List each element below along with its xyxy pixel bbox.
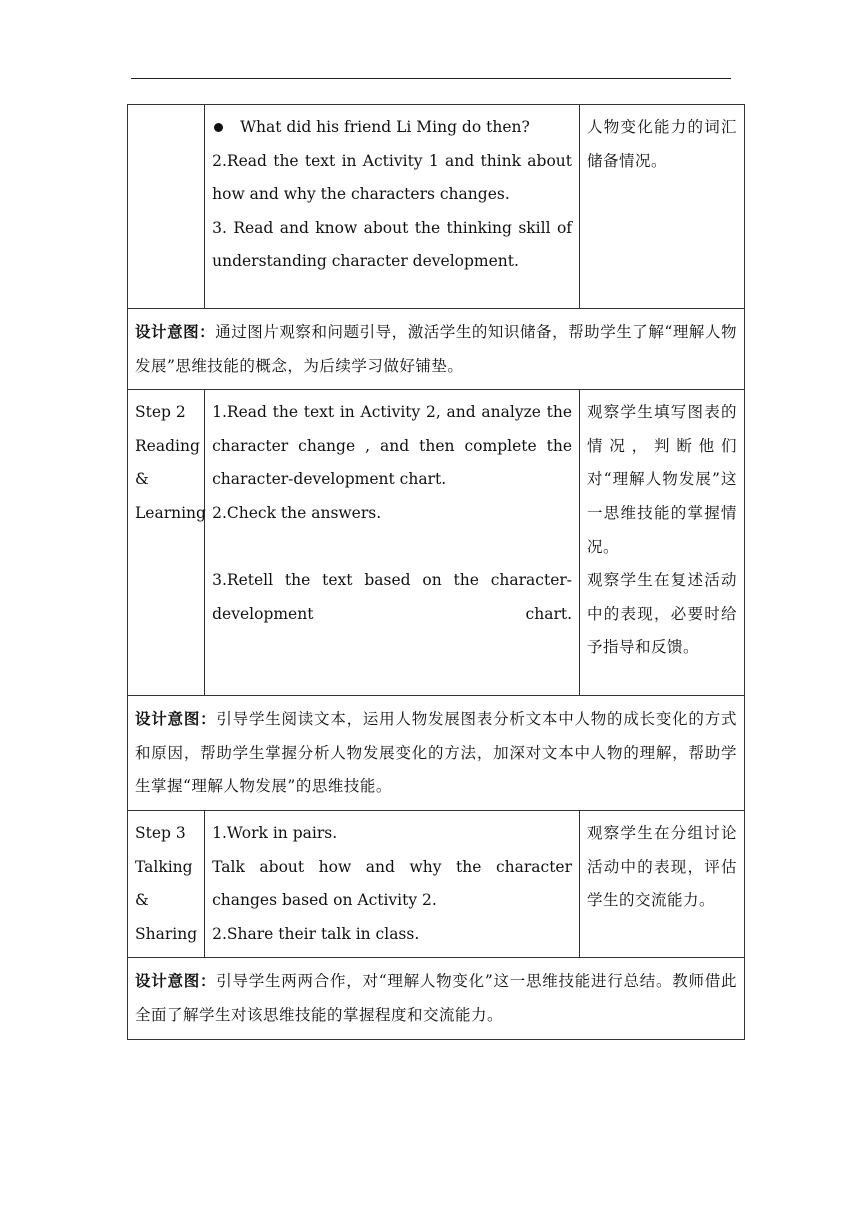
design-intent-cell (128, 696, 745, 811)
design-intent-label: 设计意图： (135, 971, 217, 991)
design-intent-cell (128, 958, 745, 1039)
table-row (128, 958, 745, 1039)
design-intent-label: 设计意图： (135, 322, 216, 341)
table-row (128, 105, 745, 309)
spacer (212, 531, 572, 565)
list-item: 2.Read the text in Activity 1 and think about how and why the characters changes. (212, 151, 573, 204)
bullet-icon (214, 123, 223, 132)
design-intent-text: 引导学生阅读文本，运用人物发展图表分析文本中人物的成长变化的方式和原因，帮助学生掌握分析人物发展变化的方法，加深对文本中人物的理解，帮助学生掌握“理解人物发展”的思维技能。 (135, 710, 737, 796)
assessment-cell (580, 810, 745, 957)
table-row (128, 390, 745, 696)
activity-cell (205, 810, 580, 957)
bullet-question: What did his friend Li Ming do then? (240, 118, 530, 136)
list-item: Talk about how and why the character changes based on Activity 2. (212, 857, 573, 910)
header-rule (131, 78, 731, 79)
table-row (128, 309, 745, 390)
list-item: 2.Share their talk in class. (212, 924, 420, 943)
step-title: Talking (135, 857, 193, 876)
design-intent-text: 引导学生两两合作，对“理解人物变化”这一思维技能进行总结。教师借此全面了解学生对该思维技能的掌握程度和交流能力。 (135, 972, 737, 1024)
assessment-text: 观察学生填写图表的情况，判断他们对“理解人物发展”这一思维技能的掌握情况。 (587, 403, 737, 556)
list-item: 1.Read the text in Activity 2, and analyze the character change , and then complete the character-development chart. (212, 403, 573, 489)
activity-cell (205, 105, 580, 309)
step-title: & (135, 891, 149, 910)
step-cell (128, 390, 205, 696)
table-row (128, 696, 745, 811)
list-item: 3. Read and know about the thinking skill of understanding character development. (212, 218, 573, 271)
assessment-text: 人物变化能力的词汇储备情况。 (587, 118, 737, 170)
step-title: & (135, 470, 149, 489)
step-number: Step 3 (135, 823, 186, 842)
assessment-cell (580, 390, 745, 696)
step-cell (128, 105, 205, 309)
step-cell (128, 810, 205, 957)
assessment-cell (580, 105, 745, 309)
list-item: 3.Retell the text based on the character-development chart. (212, 571, 573, 623)
design-intent-label: 设计意图： (135, 709, 217, 729)
activity-cell (205, 390, 580, 696)
design-intent-cell (128, 309, 745, 390)
step-title: Sharing (135, 924, 198, 943)
assessment-text: 观察学生在分组讨论活动中的表现，评估学生的交流能力。 (587, 823, 737, 910)
list-item: 2.Check the answers. (212, 503, 382, 522)
lesson-plan-table (127, 104, 745, 1040)
design-intent-text: 通过图片观察和问题引导，激活学生的知识储备，帮助学生了解“理解人物发展”思维技能的概念，为后续学习做好铺垫。 (135, 323, 737, 375)
table-row (128, 810, 745, 957)
step-number: Step 2 (135, 403, 186, 422)
step-title: Learning (135, 503, 206, 522)
assessment-text: 观察学生在复述活动中的表现，必要时给予指导和反馈。 (587, 571, 737, 657)
step-title: Reading (135, 436, 200, 455)
list-item (212, 111, 572, 145)
list-item: 1.Work in pairs. (212, 823, 338, 842)
